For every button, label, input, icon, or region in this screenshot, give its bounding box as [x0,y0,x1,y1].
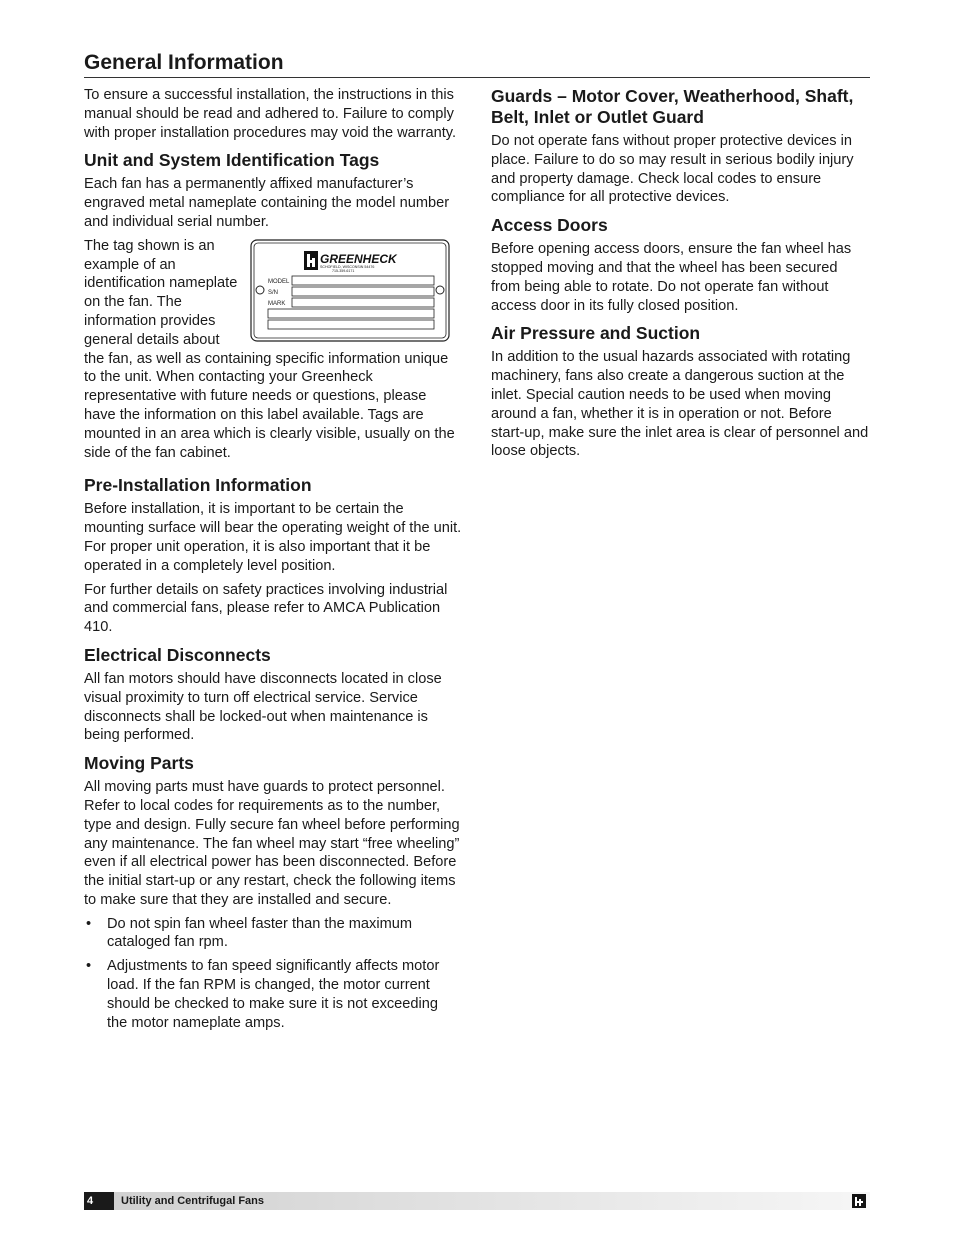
moving-parts-paragraph: All moving parts must have guards to protect personnel. Refer to local codes for requirements as to the number, type and design. Fully secure fan wheel before performing any maintenance. The fan wheel may start “free wheeling” even if all electrical power has been disconnected. Before the initial start-up or any restart, check the following items to make sure that they are installed and secure. [84,779,460,908]
list-item: • Adjustments to fan speed significantly affects motor load. If the fan RPM is changed, the motor current should be checked to make sure it is not exceeding the motor nameplate amps. [86,958,440,1031]
intro-paragraph: To ensure a successful installation, the instructions in this manual should be read and adhered to. Failure to comply with proper installation procedures may void the warranty. [84,87,457,141]
access-doors-paragraph: Before opening access doors, ensure the fan wheel has stopped moving and that the wheel has been secured from being able to rotate. Do not operate fan without access door in its fully closed position. [491,241,852,314]
section-air-pressure [491,323,869,461]
list-item: • Do not spin fan wheel faster than the maximum cataloged fan rpm. [86,915,413,951]
nameplate-field-model: MODEL [268,278,290,285]
greenheck-logo-icon [851,1193,867,1209]
heading-electrical: Electrical Disconnects [84,644,271,665]
list-item-text: Adjustments to fan speed significantly affects motor load. If the fan RPM is changed, the motor current should be checked to make sure it is not exceeding the motor nameplate amps. [107,958,440,1031]
section-moving-parts [84,753,462,1032]
heading-air-pressure: Air Pressure and Suction [491,323,701,344]
unit-tags-paragraph-2: The tag shown is an example of an identification nameplate on the fan. The information provides general details about the fan, as well as containing specific information unique to the unit. When contacting your Greenheck representative with future needs or questions, please have the information on this label available. Tags are mounted in an area which is clearly visible, usually on the side of the fan cabinet. [84,237,455,461]
heading-access-doors: Access Doors [491,215,608,236]
section-pre-installation [84,475,462,637]
guards-paragraph: Do not operate fans without proper protective devices in place. Failure to do so may result in serious bodily injury and property damage. Check local codes to ensure compliance for all protective devices. [491,133,854,206]
pre-installation-paragraph-2: For further details on safety practices involving industrial and commercial fans, please refer to AMCA Publication 410. [84,581,448,636]
heading-moving-parts: Moving Parts [84,753,194,774]
nameplate-illustration [250,239,450,342]
nameplate-brand: GREENHECK [320,251,397,266]
nameplate-wrap [84,237,462,463]
section-access-doors [491,215,869,315]
pre-installation-paragraph-1: Before installation, it is important to be certain the mounting surface will bear the operating weight of the unit. For proper unit operation, it is also important that it be operated in a completely level position. [84,501,462,574]
list-item-text: Do not spin fan wheel faster than the maximum cataloged fan rpm. [107,915,413,951]
nameplate-field-mark: MARK [268,300,286,307]
heading-unit-tags: Unit and System Identification Tags [84,150,380,171]
nameplate-phone: 715-359-6171 [332,268,355,273]
heading-guards: Guards – Motor Cover, Weatherhood, Shaft, Belt, Inlet or Outlet Guard [491,86,854,127]
electrical-paragraph: All fan motors should have disconnects located in close visual proximity to turn off electrical service. Service disconnects shall be locked-out when maintenance is being performed. [84,670,442,744]
page-title: General Information [84,50,870,78]
section-guards [491,86,869,207]
section-unit-tags [84,150,462,462]
heading-pre-installation: Pre-Installation Information [84,475,312,496]
air-pressure-paragraph: In addition to the usual hazards associated with rotating machinery, fans also create a dangerous suction at the inlet. Special caution needs to be used when moving around a fan, whether it is in operation or not. Before start-up, make sure the inlet area is clear of personnel and loose objects. [491,349,869,460]
nameplate-address: SCHOFIELD, WISCONSIN 54476 [320,264,375,269]
footer-doc-title: Utility and Centrifugal Fans [121,1195,265,1207]
page-number: 4 [84,1192,114,1210]
greenheck-logo-icon [304,251,318,270]
page-footer [84,1192,870,1210]
unit-tags-paragraph-1: Each fan has a permanently affixed manufacturer’s engraved metal nameplate containing the model number and individual serial number. [84,176,450,230]
moving-parts-list [84,915,462,1033]
left-column [84,86,462,1037]
nameplate-field-sn: S/N [268,289,279,296]
right-column [491,86,869,466]
section-electrical [84,645,462,745]
